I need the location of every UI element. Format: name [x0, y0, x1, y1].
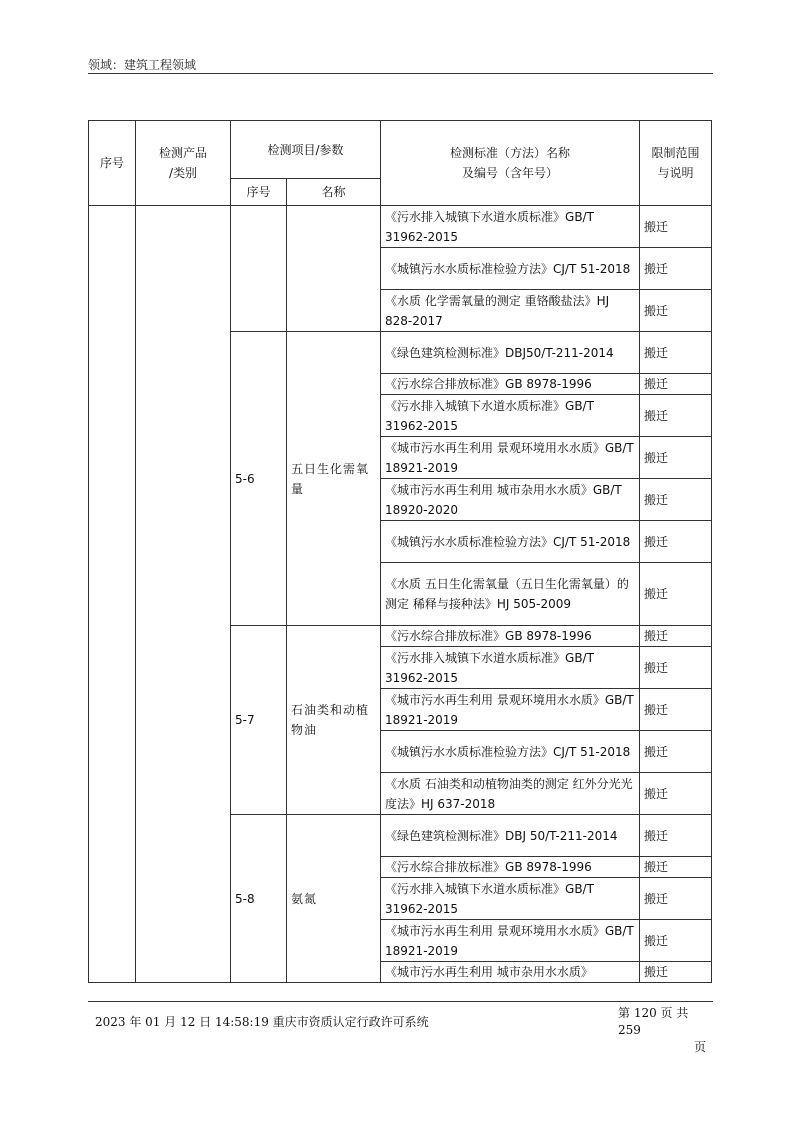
footer-divider	[88, 1001, 713, 1002]
standard-cell: 《城市污水再生利用 景观环境用水水质》GB/T 18921-2019	[381, 437, 640, 479]
col-item-name-header: 名称	[287, 179, 381, 206]
standard-cell: 《城镇污水水质标准检验方法》CJ/T 51-2018	[381, 248, 640, 290]
limit-cell: 搬迁	[640, 521, 712, 563]
table-body	[89, 206, 712, 983]
limit-cell: 搬迁	[640, 290, 712, 332]
product-category-cell	[136, 206, 231, 983]
col-item-header: 检测项目/参数	[231, 121, 381, 179]
standard-cell: 《水质 化学需氧量的测定 重铬酸盐法》HJ 828-2017	[381, 290, 640, 332]
product-seq-cell	[89, 206, 136, 983]
standard-cell: 《污水综合排放标准》GB 8978-1996	[381, 857, 640, 878]
standard-cell: 《绿色建筑检测标准》DBJ50/T-211-2014	[381, 332, 640, 374]
limit-cell: 搬迁	[640, 731, 712, 773]
standard-cell: 《污水综合排放标准》GB 8978-1996	[381, 374, 640, 395]
standard-cell: 《污水排入城镇下水道水质标准》GB/T 31962-2015	[381, 395, 640, 437]
standard-cell: 《城市污水再生利用 景观环境用水水质》GB/T 18921-2019	[381, 920, 640, 962]
limit-cell: 搬迁	[640, 374, 712, 395]
standard-cell: 《城市污水再生利用 城市杂用水水质》GB/T 18920-2020	[381, 479, 640, 521]
limit-cell: 搬迁	[640, 437, 712, 479]
footer-page-line1: 第 120 页 共 259	[618, 1006, 689, 1037]
limit-cell: 搬迁	[640, 563, 712, 626]
limit-cell: 搬迁	[640, 626, 712, 647]
footer-page-number	[618, 1005, 706, 1056]
col-limit-header: 限制范围 与说明	[640, 121, 712, 206]
item-name-cell: 五日生化需氧量	[287, 332, 381, 626]
limit-cell: 搬迁	[640, 479, 712, 521]
standard-cell: 《城市污水再生利用 城市杂用水水质》	[381, 962, 640, 983]
item-name-cell	[287, 206, 381, 332]
limit-cell: 搬迁	[640, 395, 712, 437]
limit-cell: 搬迁	[640, 248, 712, 290]
page-header-domain: 领域：建筑工程领域	[88, 58, 197, 72]
item-seq-cell: 5-7	[231, 626, 287, 815]
limit-cell: 搬迁	[640, 920, 712, 962]
standard-cell: 《污水综合排放标准》GB 8978-1996	[381, 626, 640, 647]
col-seq-header: 序号	[89, 121, 136, 206]
col-standard-header: 检测标准（方法）名称 及编号（含年号）	[381, 121, 640, 206]
limit-cell: 搬迁	[640, 773, 712, 815]
standard-cell: 《水质 石油类和动植物油类的测定 红外分光光度法》HJ 637-2018	[381, 773, 640, 815]
item-name-cell: 石油类和动植物油	[287, 626, 381, 815]
footer-timestamp: 2023 年 01 月 12 日 14:58:19 重庆市资质认定行政许可系统	[95, 1015, 429, 1029]
footer-page-line2: 页	[693, 1040, 706, 1054]
limit-cell: 搬迁	[640, 857, 712, 878]
standard-cell: 《污水排入城镇下水道水质标准》GB/T 31962-2015	[381, 206, 640, 248]
standard-cell: 《绿色建筑检测标准》DBJ 50/T-211-2014	[381, 815, 640, 857]
limit-cell: 搬迁	[640, 962, 712, 983]
standard-cell: 《污水排入城镇下水道水质标准》GB/T 31962-2015	[381, 647, 640, 689]
table-row	[89, 206, 712, 248]
item-seq-cell: 5-6	[231, 332, 287, 626]
limit-cell: 搬迁	[640, 332, 712, 374]
standard-cell: 《水质 五日生化需氧量（五日生化需氧量）的测定 稀释与接种法》HJ 505-2009	[381, 563, 640, 626]
standard-cell: 《城市污水再生利用 景观环境用水水质》GB/T 18921-2019	[381, 689, 640, 731]
standards-table	[88, 120, 712, 983]
item-seq-cell	[231, 206, 287, 332]
limit-cell: 搬迁	[640, 206, 712, 248]
standard-cell: 《城镇污水水质标准检验方法》CJ/T 51-2018	[381, 521, 640, 563]
item-seq-cell: 5-8	[231, 815, 287, 983]
limit-cell: 搬迁	[640, 815, 712, 857]
limit-cell: 搬迁	[640, 689, 712, 731]
col-product-header: 检测产品 /类别	[136, 121, 231, 206]
item-name-cell: 氨氮	[287, 815, 381, 983]
header-divider	[88, 73, 713, 74]
standard-cell: 《污水排入城镇下水道水质标准》GB/T 31962-2015	[381, 878, 640, 920]
limit-cell: 搬迁	[640, 878, 712, 920]
limit-cell: 搬迁	[640, 647, 712, 689]
standard-cell: 《城镇污水水质标准检验方法》CJ/T 51-2018	[381, 731, 640, 773]
col-item-seq-header: 序号	[231, 179, 287, 206]
